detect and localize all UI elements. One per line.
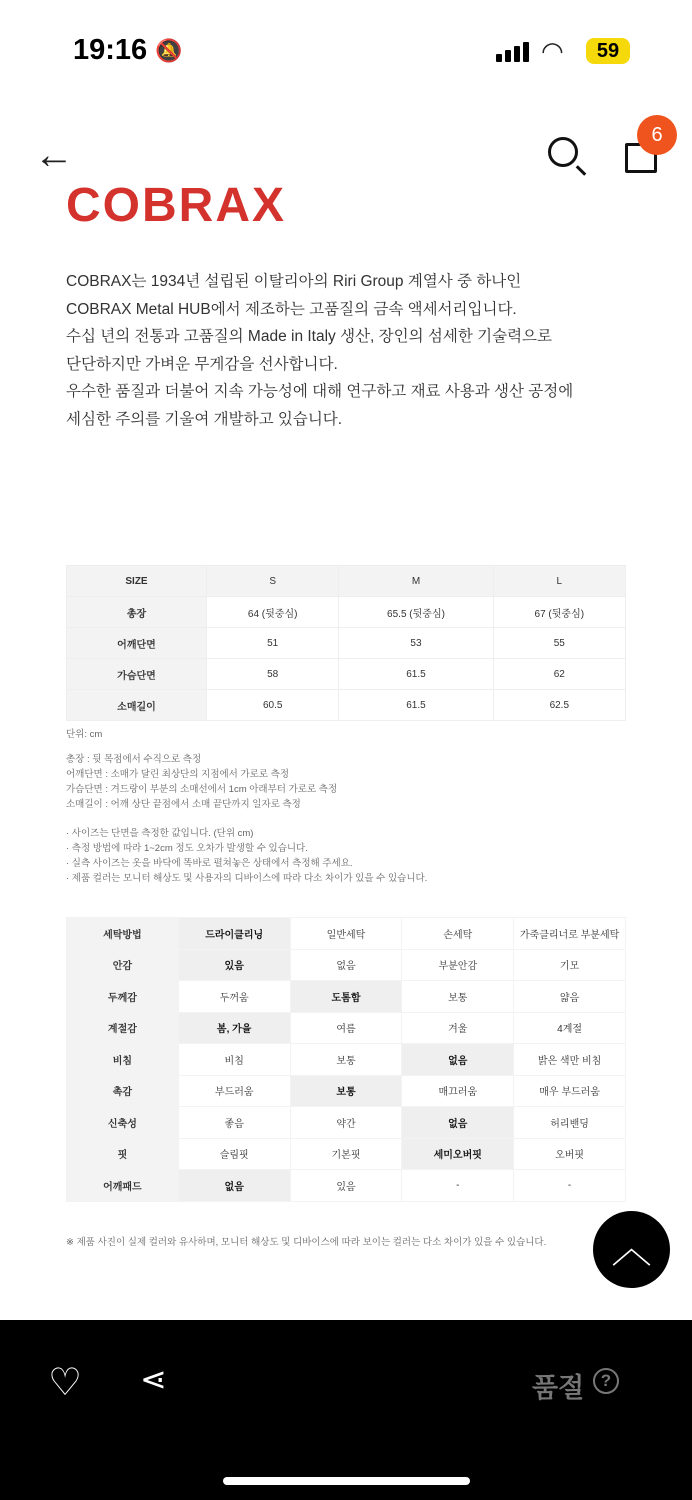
- table-cell: 겨울: [402, 1012, 514, 1044]
- intro-line: 세심한 주의를 기울여 개발하고 있습니다.: [66, 410, 343, 428]
- row-label: 핏: [67, 1138, 179, 1170]
- cart-count-badge: 6: [637, 115, 677, 155]
- header-cell: S: [207, 566, 339, 597]
- selected-cell: 드라이클리닝: [178, 918, 290, 950]
- row-label: 계절감: [67, 1012, 179, 1044]
- table-cell: 부분안감: [402, 949, 514, 981]
- table-cell: 비침: [178, 1044, 290, 1076]
- table-cell: 기모: [514, 949, 626, 981]
- table-row: [67, 1138, 626, 1170]
- bottom-action-bar: [0, 1320, 692, 1500]
- table-cell: 매우 부드러움: [514, 1075, 626, 1107]
- header-cell: M: [339, 566, 493, 597]
- table-cell: 64 (뒷중심): [207, 597, 339, 628]
- row-label: 신축성: [67, 1107, 179, 1139]
- home-indicator: [223, 1477, 470, 1485]
- selected-cell: 없음: [402, 1107, 514, 1139]
- table-cell: 얇음: [514, 981, 626, 1013]
- table-cell: 55: [493, 628, 625, 659]
- table-cell: 62.5: [493, 690, 625, 721]
- wifi-icon: ◠: [541, 36, 564, 66]
- note-line: · 제품 컬러는 모니터 해상도 및 사용자의 디바이스에 따라 다소 차이가 있을 수 있습니다.: [66, 873, 428, 884]
- table-cell: 보통: [290, 1044, 402, 1076]
- measure-notes: [66, 752, 337, 812]
- selected-cell: 있음: [178, 949, 290, 981]
- table-row: [67, 1170, 626, 1202]
- table-cell: 61.5: [339, 659, 493, 690]
- selected-cell: 봄, 가을: [178, 1012, 290, 1044]
- top-nav: [0, 125, 692, 185]
- sold-out-label: 품절: [532, 1373, 585, 1403]
- table-row: [67, 918, 626, 950]
- table-row: [67, 1044, 626, 1076]
- table-row: [67, 659, 626, 690]
- battery-indicator: 59: [586, 38, 630, 64]
- table-cell: 허리밴딩: [514, 1107, 626, 1139]
- table-header-row: [67, 566, 626, 597]
- scroll-to-top-button[interactable]: [593, 1211, 670, 1288]
- table-cell: 슬림핏: [178, 1138, 290, 1170]
- table-cell: 매끄러움: [402, 1075, 514, 1107]
- intro-line: 단단하지만 가벼운 무게감을 선사합니다.: [66, 355, 338, 373]
- table-cell: 62: [493, 659, 625, 690]
- table-row: [67, 1012, 626, 1044]
- table-cell: 있음: [290, 1170, 402, 1202]
- mute-bell-icon: 🔕: [155, 38, 183, 63]
- table-cell: 기본핏: [290, 1138, 402, 1170]
- table-row: [67, 628, 626, 659]
- row-label: 두께감: [67, 981, 179, 1013]
- note-line: 총장 : 뒷 목점에서 수직으로 측정: [66, 754, 202, 765]
- note-line: · 사이즈는 단면을 측정한 값입니다. (단위 cm): [66, 828, 254, 839]
- brand-logo: COBRAX: [66, 179, 287, 232]
- color-disclaimer: ※ 제품 사진이 실제 컬러와 유사하며, 모니터 해상도 및 디바이스에 따라 보이는 컬러는 다소 차이가 있을 수 있습니다.: [66, 1237, 547, 1248]
- note-line: 가슴단면 : 겨드랑이 부분의 소매선에서 1cm 아래부터 가로로 측정: [66, 784, 338, 795]
- cellular-signal-icon: [496, 42, 529, 62]
- table-cell: 58: [207, 659, 339, 690]
- size-table: [66, 565, 626, 721]
- status-bar: [0, 0, 692, 100]
- table-cell: 밝은 색만 비침: [514, 1044, 626, 1076]
- size-notes: [66, 826, 427, 886]
- intro-line: 수십 년의 전통과 고품질의 Made in Italy 생산, 장인의 섬세한 기술력으로: [66, 328, 552, 345]
- table-cell: 좋음: [178, 1107, 290, 1139]
- note-line: · 실측 사이즈는 옷을 바닥에 똑바로 펼쳐놓은 상태에서 측정해 주세요.: [66, 858, 353, 869]
- table-cell: 부드러움: [178, 1075, 290, 1107]
- table-row: [67, 690, 626, 721]
- chevron-up-icon: ︿: [611, 1227, 652, 1271]
- table-cell: 51: [207, 628, 339, 659]
- table-cell: 약간: [290, 1107, 402, 1139]
- table-cell: 보통: [402, 981, 514, 1013]
- row-label: 촉감: [67, 1075, 179, 1107]
- search-icon[interactable]: [548, 137, 578, 167]
- selected-cell: 세미오버핏: [402, 1138, 514, 1170]
- table-cell: 가죽클리너로 부분세탁: [514, 918, 626, 950]
- status-time: 19:16: [73, 34, 148, 66]
- row-label: 어깨단면: [67, 628, 207, 659]
- table-row: [67, 1107, 626, 1139]
- table-cell: 60.5: [207, 690, 339, 721]
- table-row: [67, 597, 626, 628]
- intro-line: COBRAX는 1934년 설립된 이탈리아의 Riri Group 계열사 중 하나인: [66, 273, 522, 290]
- table-cell: 두꺼움: [178, 981, 290, 1013]
- table-cell: 오버핏: [514, 1138, 626, 1170]
- selected-cell: 없음: [178, 1170, 290, 1202]
- note-line: 소매길이 : 어깨 상단 끝점에서 소매 끝단까지 일자로 측정: [66, 799, 301, 810]
- help-icon[interactable]: ?: [593, 1368, 619, 1394]
- intro-line: 우수한 품질과 더불어 지속 가능성에 대해 연구하고 재료 사용과 생산 공정에: [66, 383, 574, 400]
- table-cell: 여름: [290, 1012, 402, 1044]
- note-line: · 측정 방법에 따라 1~2cm 정도 오차가 발생할 수 있습니다.: [66, 843, 308, 854]
- note-line: 어깨단면 : 소매가 달린 최상단의 지점에서 가로로 측정: [66, 769, 290, 780]
- brand-description: [66, 268, 573, 433]
- selected-cell: 도톰함: [290, 981, 402, 1013]
- unit-note: 단위: cm: [66, 729, 103, 740]
- share-icon[interactable]: ⋖: [140, 1361, 167, 1397]
- selected-cell: 보통: [290, 1075, 402, 1107]
- header-cell: L: [493, 566, 625, 597]
- selected-cell: 없음: [402, 1044, 514, 1076]
- table-cell: 61.5: [339, 690, 493, 721]
- fabric-info-table: [66, 917, 626, 1202]
- intro-line: COBRAX Metal HUB에서 제조하는 고품질의 금속 액세서리입니다.: [66, 300, 517, 318]
- row-label: 세탁방법: [67, 918, 179, 950]
- table-cell: 65.5 (뒷중심): [339, 597, 493, 628]
- table-cell: 4계절: [514, 1012, 626, 1044]
- table-cell: 없음: [290, 949, 402, 981]
- row-label: 총장: [67, 597, 207, 628]
- row-label: 소매길이: [67, 690, 207, 721]
- row-label: 비침: [67, 1044, 179, 1076]
- heart-icon[interactable]: ♡: [48, 1362, 83, 1404]
- row-label: 가슴단면: [67, 659, 207, 690]
- back-arrow-icon[interactable]: ←: [34, 133, 74, 177]
- table-cell: 손세탁: [402, 918, 514, 950]
- row-label: 안감: [67, 949, 179, 981]
- table-row: [67, 949, 626, 981]
- table-cell: 53: [339, 628, 493, 659]
- table-row: [67, 1075, 626, 1107]
- row-label: 어깨패드: [67, 1170, 179, 1202]
- table-cell: -: [402, 1170, 514, 1202]
- table-row: [67, 981, 626, 1013]
- table-cell: 일반세탁: [290, 918, 402, 950]
- table-cell: 67 (뒷중심): [493, 597, 625, 628]
- header-cell: SIZE: [67, 566, 207, 597]
- table-cell: -: [514, 1170, 626, 1202]
